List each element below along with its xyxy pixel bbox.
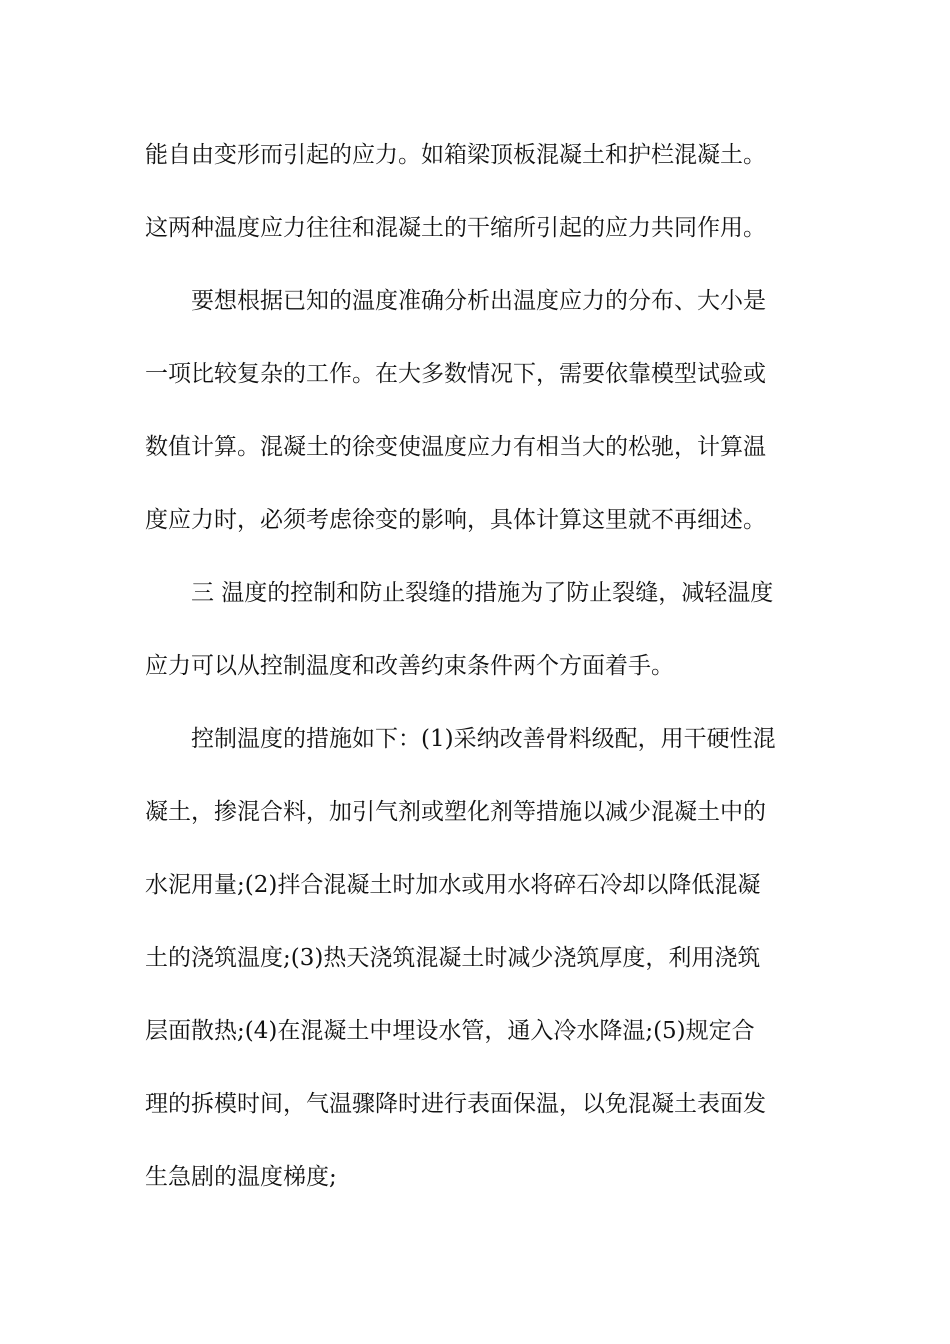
text-line: 这两种温度应力往往和混凝土的干缩所引起的应力共同作用。 [145, 215, 766, 241]
text-line: 层面散热;(4)在混凝土中埋设水管，通入冷水降温;(5)规定合 [145, 1018, 755, 1044]
text-line: 数值计算。混凝土的徐变使温度应力有相当大的松驰，计算温 [145, 434, 766, 460]
text-line: 凝土，掺混合料，加引气剂或塑化剂等措施以减少混凝土中的 [145, 799, 766, 825]
text-line: 三 温度的控制和防止裂缝的措施为了防止裂缝，减轻温度 [145, 580, 774, 606]
text-line: 生急剧的温度梯度; [145, 1164, 337, 1190]
text-line: 能自由变形而引起的应力。如箱梁顶板混凝土和护栏混凝土。 [145, 142, 766, 168]
text-line: 应力可以从控制温度和改善约束条件两个方面着手。 [145, 653, 674, 679]
text-line: 土的浇筑温度;(3)热天浇筑混凝土时减少浇筑厚度，利用浇筑 [145, 945, 761, 971]
text-line: 水泥用量;(2)拌合混凝土时加水或用水将碎石冷却以降低混凝 [145, 872, 761, 898]
text-line: 一项比较复杂的工作。在大多数情况下，需要依靠模型试验或 [145, 361, 766, 387]
text-line: 理的拆模时间，气温骤降时进行表面保温，以免混凝土表面发 [145, 1091, 766, 1117]
text-line: 度应力时，必须考虑徐变的影响，具体计算这里就不再细述。 [145, 507, 766, 533]
text-line: 要想根据已知的温度准确分析出温度应力的分布、大小是 [145, 288, 766, 314]
body-text [145, 128, 807, 1210]
text-line: 控制温度的措施如下：(1)采纳改善骨料级配，用干硬性混 [145, 726, 776, 752]
